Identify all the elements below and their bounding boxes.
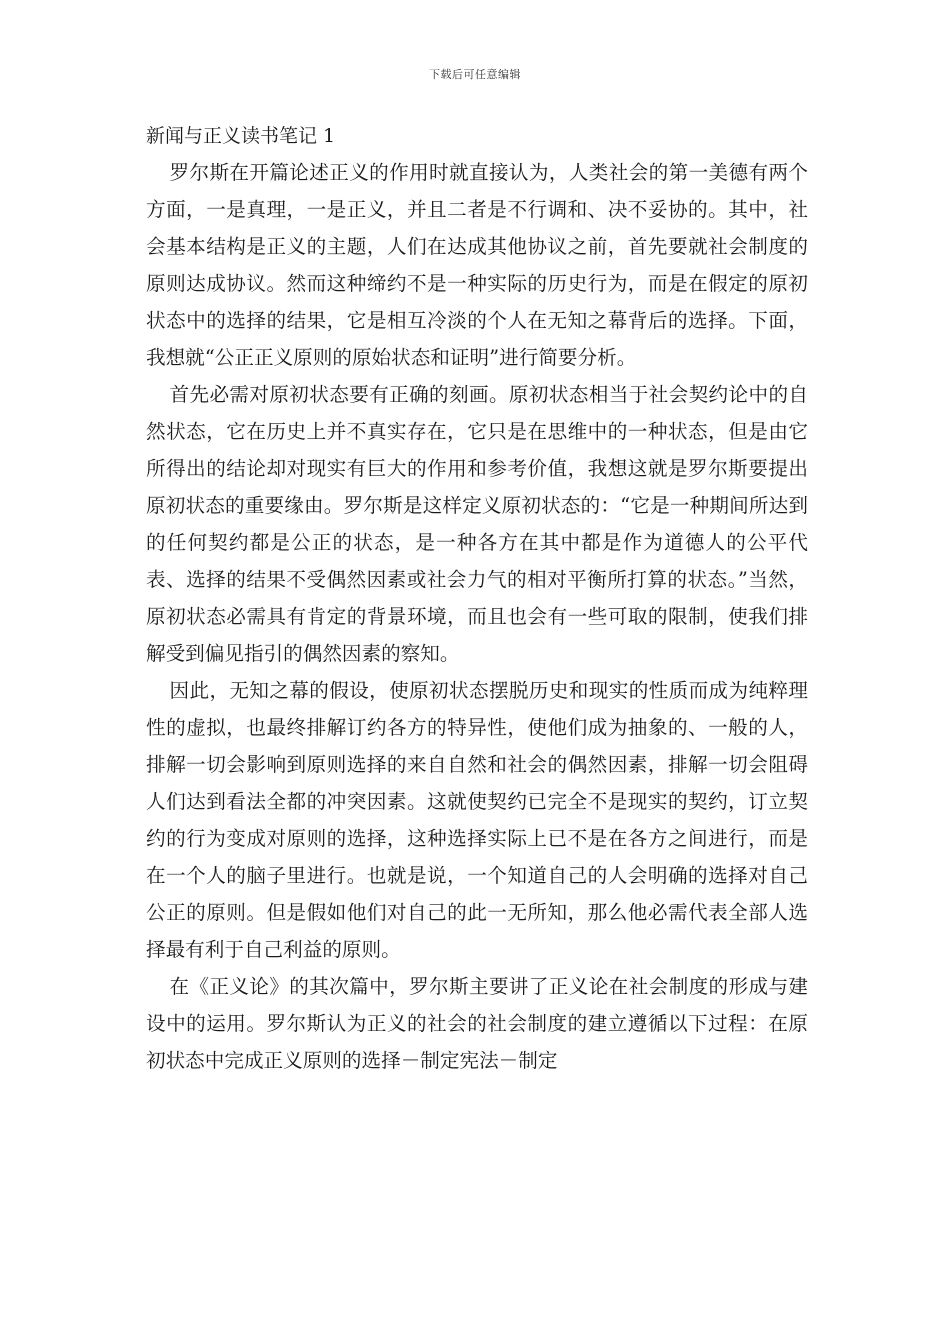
paragraph-3: 因此，无知之幕的假设，使原初状态摆脱历史和现实的性质而成为纯粹理性的虚拟，也最终排解订约各方的特异性，使他们成为抽象的、一般的人，排解一切会影响到原则选择的来自自然和社会的偶然因素，排解一切会阻碍人们达到看法全都的冲突因素。这就使契约已完全不是现实的契约，订立契约的行为变成对原则的选择，这种选择实际上已不是在各方之间进行，而是在一个人的脑子里进行。也就是说，一个知道自己的人会明确的选择对自己公正的原则。但是假如他们对自己的此一无所知，那么他必需代表全部人选择最有利于自己利益的原则。 (146, 679, 808, 961)
paragraph-1: 罗尔斯在开篇论述正义的作用时就直接认为，人类社会的第一美德有两个方面，一是真理，一是正义，并且二者是不行调和、决不妥协的。其中，社会基本结构是正义的主题，人们在达成其他协议之前，首先要就社会制度的原则达成协议。然而这种缔约不是一种实际的历史行为，而是在假定的原初状态中的选择的结果，它是相互冷淡的个人在无知之幕背后的选择。下面，我想就“公正正义原则的原始状态和证明”进行简要分析。 (146, 161, 808, 369)
document-body (146, 118, 808, 1079)
header-note: 下载后可任意编辑 (429, 68, 521, 81)
document-title: 新闻与正义读书笔记 1 (146, 125, 336, 147)
paragraph-4: 在《正义论》的其次篇中，罗尔斯主要讲了正义论在社会制度的形成与建设中的运用。罗尔斯认为正义的社会的社会制度的建立遵循以下过程：在原初状态中完成正义原则的选择－制定宪法－制定 (146, 975, 808, 1072)
paragraph-2: 首先必需对原初状态要有正确的刻画。原初状态相当于社会契约论中的自然状态，它在历史上并不真实存在，它只是在思维中的一种状态，但是由它所得出的结论却对现实有巨大的作用和参考价值，我想这就是罗尔斯要提出原初状态的重要缘由。罗尔斯是这样定义原初状态的：“它是一种期间所达到的任何契约都是公正的状态，是一种各方在其中都是作为道德人的公平代表、选择的结果不受偶然因素或社会力气的相对平衡所打算的状态。”当然，原初状态必需具有肯定的背景环境，而且也会有一些可取的限制，使我们排解受到偏见指引的偶然因素的察知。 (146, 383, 808, 665)
